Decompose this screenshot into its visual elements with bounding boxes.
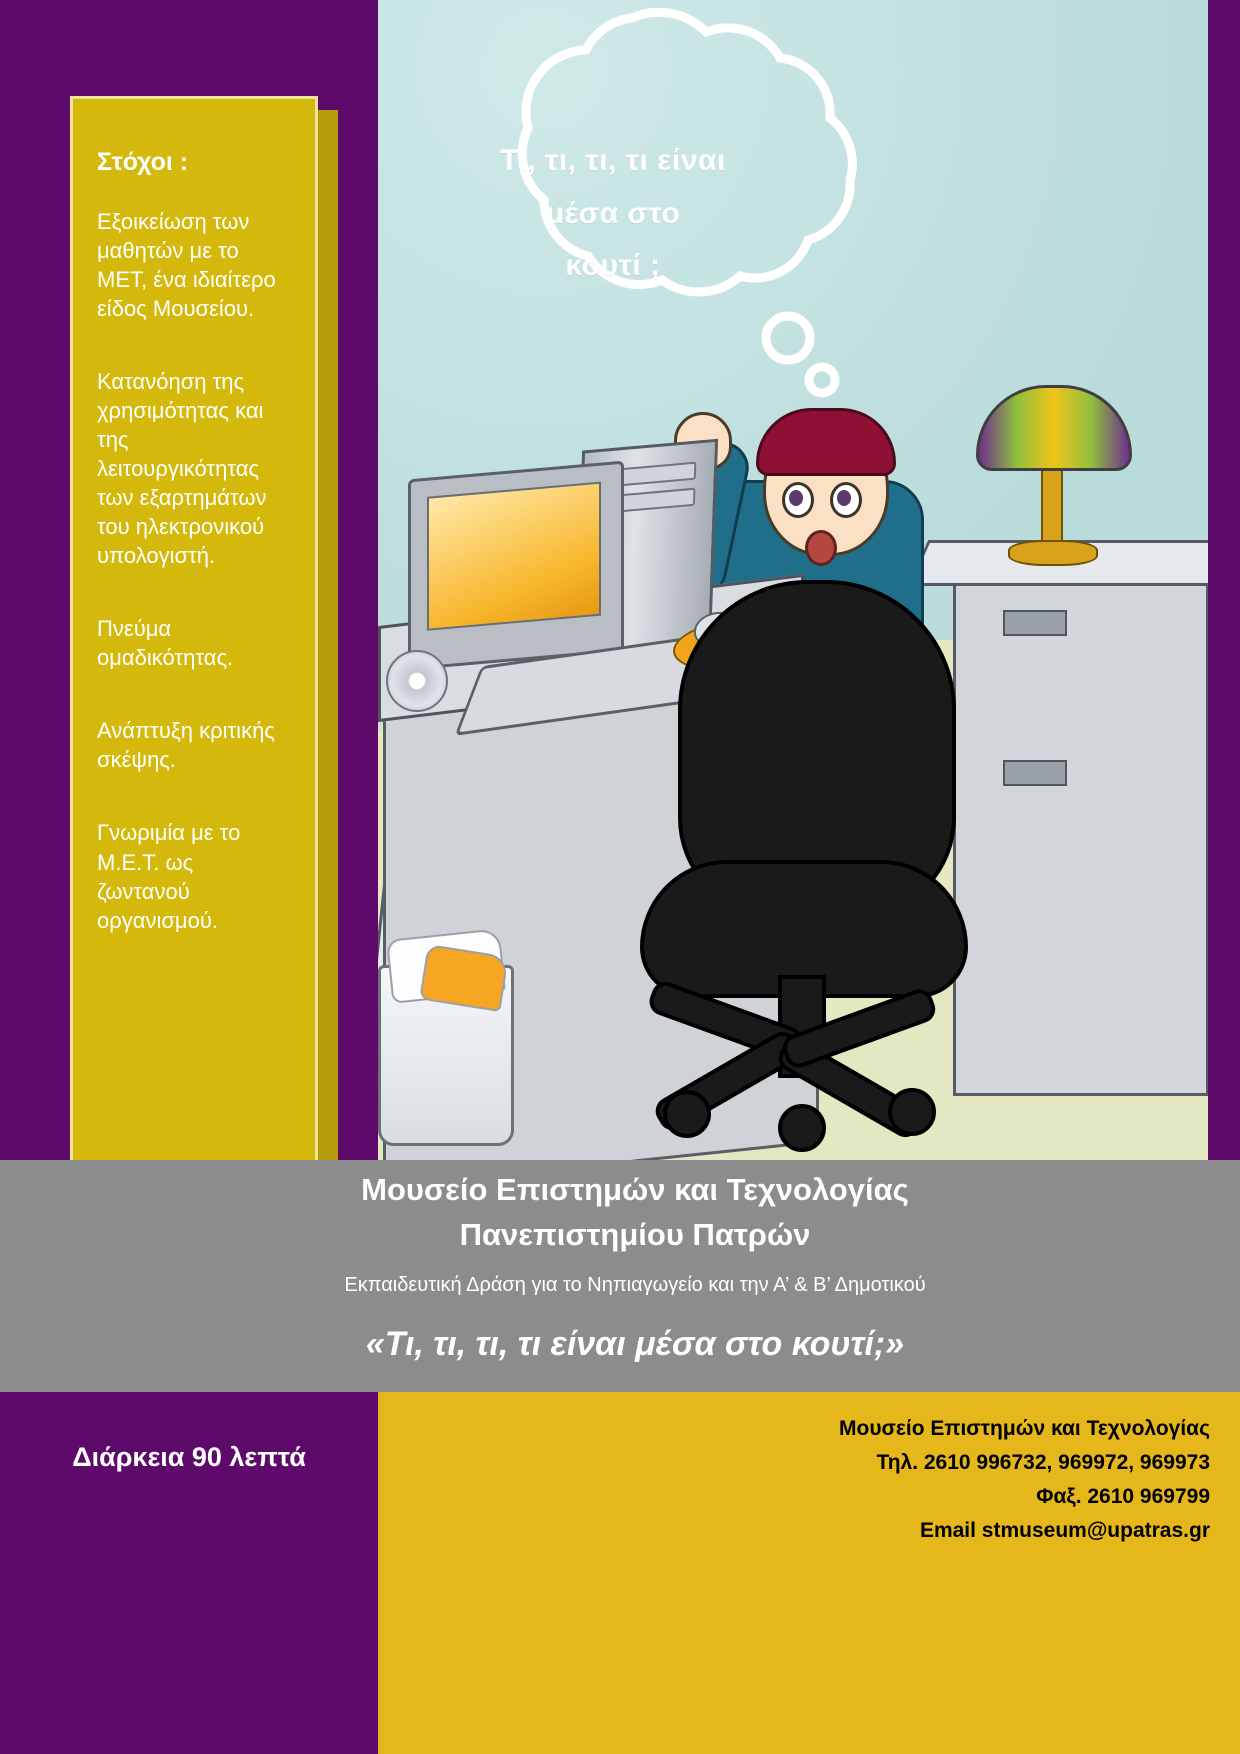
museum-title-line-2: Πανεπιστημίου Πατρών (459, 1216, 811, 1252)
waste-bin-icon (378, 965, 514, 1146)
contact-block (510, 1412, 1210, 1548)
monitor-screen (427, 482, 601, 631)
goals-item-5: Γνωριμία με το Μ.Ε.Τ. ως ζωντανού οργανισμού. (97, 820, 241, 933)
contact-email: Email stmuseum@upatras.gr (919, 1519, 1210, 1543)
cabinet-handle-lower (1003, 760, 1067, 786)
boy-pupil-left (789, 490, 803, 506)
thought-line-2: μέσα στο (545, 196, 681, 230)
goals-box (70, 96, 318, 1231)
lamp-stem (1041, 462, 1063, 551)
monitor-icon (408, 461, 624, 671)
goals-item-4: Ανάπτυξη κριτικής σκέψης. (97, 718, 275, 773)
contact-phone: Τηλ. 2610 996732, 969972, 969973 (876, 1451, 1210, 1475)
thought-line-3: κουτί ; (565, 249, 661, 282)
goals-item-2: Κατανόηση της χρησιμότητας και της λειτουργικότητας των εξαρτημάτων του ηλεκτρονικού υπολογιστή. (97, 369, 267, 569)
cabinet (953, 560, 1208, 1096)
program-quote: «Τι, τι, τι, τι είναι μέσα στο κουτί;» (365, 1325, 905, 1363)
thought-bubble-text (418, 135, 808, 293)
museum-title (0, 1168, 1240, 1258)
program-subtitle: Εκπαιδευτική Δράση για το Νηπιαγωγείο και την Α’ & Β’ Δημοτικού (344, 1274, 926, 1296)
chair-wheel-1 (663, 1090, 711, 1138)
illustration-panel (378, 0, 1208, 1290)
lamp-base (1008, 540, 1098, 566)
boy-mouth (805, 530, 837, 566)
chair-wheel-2 (778, 1104, 826, 1152)
thought-line-1: Τι, τι, τι, τι είναι (500, 144, 726, 177)
goals-title: Στόχοι : (97, 148, 189, 176)
goals-item-3: Πνεύμα ομαδικότητας. (97, 616, 234, 671)
goals-item-1: Εξοικείωση των μαθητών με το ΜΕΤ, ένα ιδιαίτερο είδος Μουσείου. (97, 209, 276, 322)
chair-base (673, 1030, 933, 1140)
museum-title-line-1: Μουσείο Επιστημών και Τεχνολογίας (361, 1172, 909, 1207)
contact-fax: Φαξ. 2610 969799 (1036, 1485, 1210, 1509)
contact-name: Μουσείο Επιστημών και Τεχνολογίας (839, 1417, 1210, 1440)
cd-disc-icon (386, 650, 448, 712)
cabinet-handle (1003, 610, 1067, 636)
boy-pupil-right (837, 490, 851, 506)
duration-label: Διάρκεια 90 λεπτά (72, 1442, 306, 1472)
chair-wheel-3 (888, 1088, 936, 1136)
